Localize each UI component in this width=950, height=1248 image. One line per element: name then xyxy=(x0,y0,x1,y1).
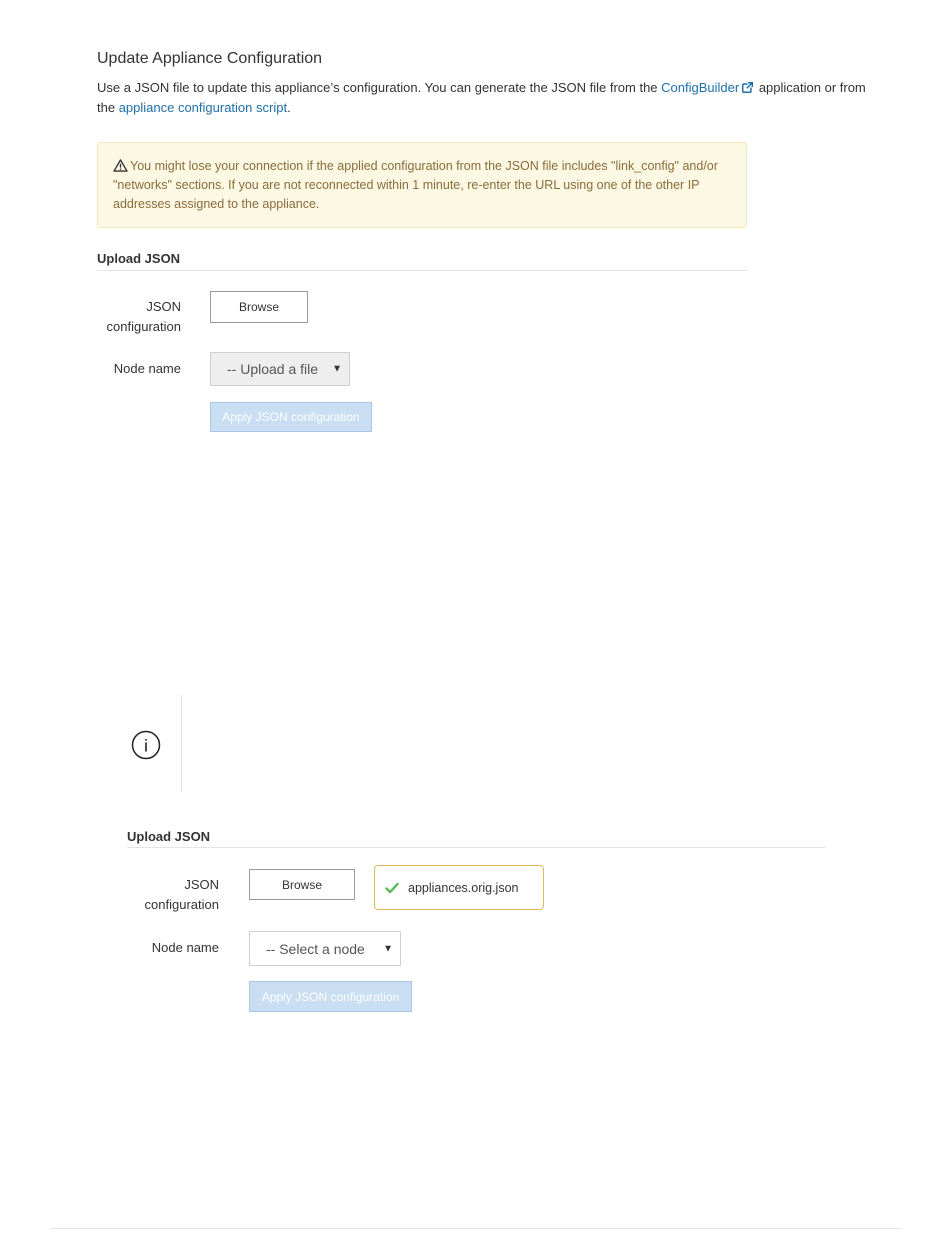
warning-triangle-icon xyxy=(113,159,128,172)
page-title: Update Appliance Configuration xyxy=(97,50,323,67)
warning-text: You might lose your connection if the applied configuration from the JSON file includes "link_config" and/or "networks" sections. If you are not reconnected within 1 minute, re-enter the URL using one of the other IP addresses assigned to the appliance. xyxy=(113,159,718,211)
apply-json-button-2[interactable]: Apply JSON configuration xyxy=(249,981,412,1012)
file-name: appliances.orig.json xyxy=(408,880,519,895)
caret-down-icon: ▼ xyxy=(383,942,393,954)
checkmark-icon xyxy=(385,882,399,894)
intro-text: Use a JSON file to update this appliance’s configuration. You can generate the JSON file from the ConfigBuilder application or from the appliance configuration script. xyxy=(97,80,866,115)
node-select-2[interactable]: -- Select a node ▼ xyxy=(249,931,401,966)
external-link-icon[interactable] xyxy=(742,82,753,93)
upload-json-heading: Upload JSON xyxy=(97,251,181,266)
json-config-label-2: JSON configuration xyxy=(144,877,219,912)
apply-json-button[interactable]: Apply JSON configuration xyxy=(210,402,372,432)
section-divider-2 xyxy=(127,847,826,848)
footer-divider xyxy=(50,1228,900,1229)
upload-json-heading-2: Upload JSON xyxy=(127,829,211,844)
browse-button-2[interactable]: Browse xyxy=(249,869,355,900)
section-divider xyxy=(97,270,748,271)
configbuilder-link[interactable]: ConfigBuilder xyxy=(661,80,740,95)
info-circle-icon xyxy=(131,730,161,760)
node-name-label: Node name xyxy=(113,361,181,376)
json-config-label: JSON configuration xyxy=(106,299,181,334)
note-divider xyxy=(181,695,182,792)
caret-down-icon: ▼ xyxy=(332,363,342,375)
warning-alert xyxy=(97,142,747,228)
browse-button[interactable]: Browse xyxy=(210,291,308,323)
node-name-label-2: Node name xyxy=(151,940,219,955)
config-script-link[interactable]: appliance configuration script xyxy=(118,99,288,115)
node-select[interactable]: -- Upload a file ▼ xyxy=(210,352,350,386)
selected-file-chip xyxy=(374,865,544,910)
